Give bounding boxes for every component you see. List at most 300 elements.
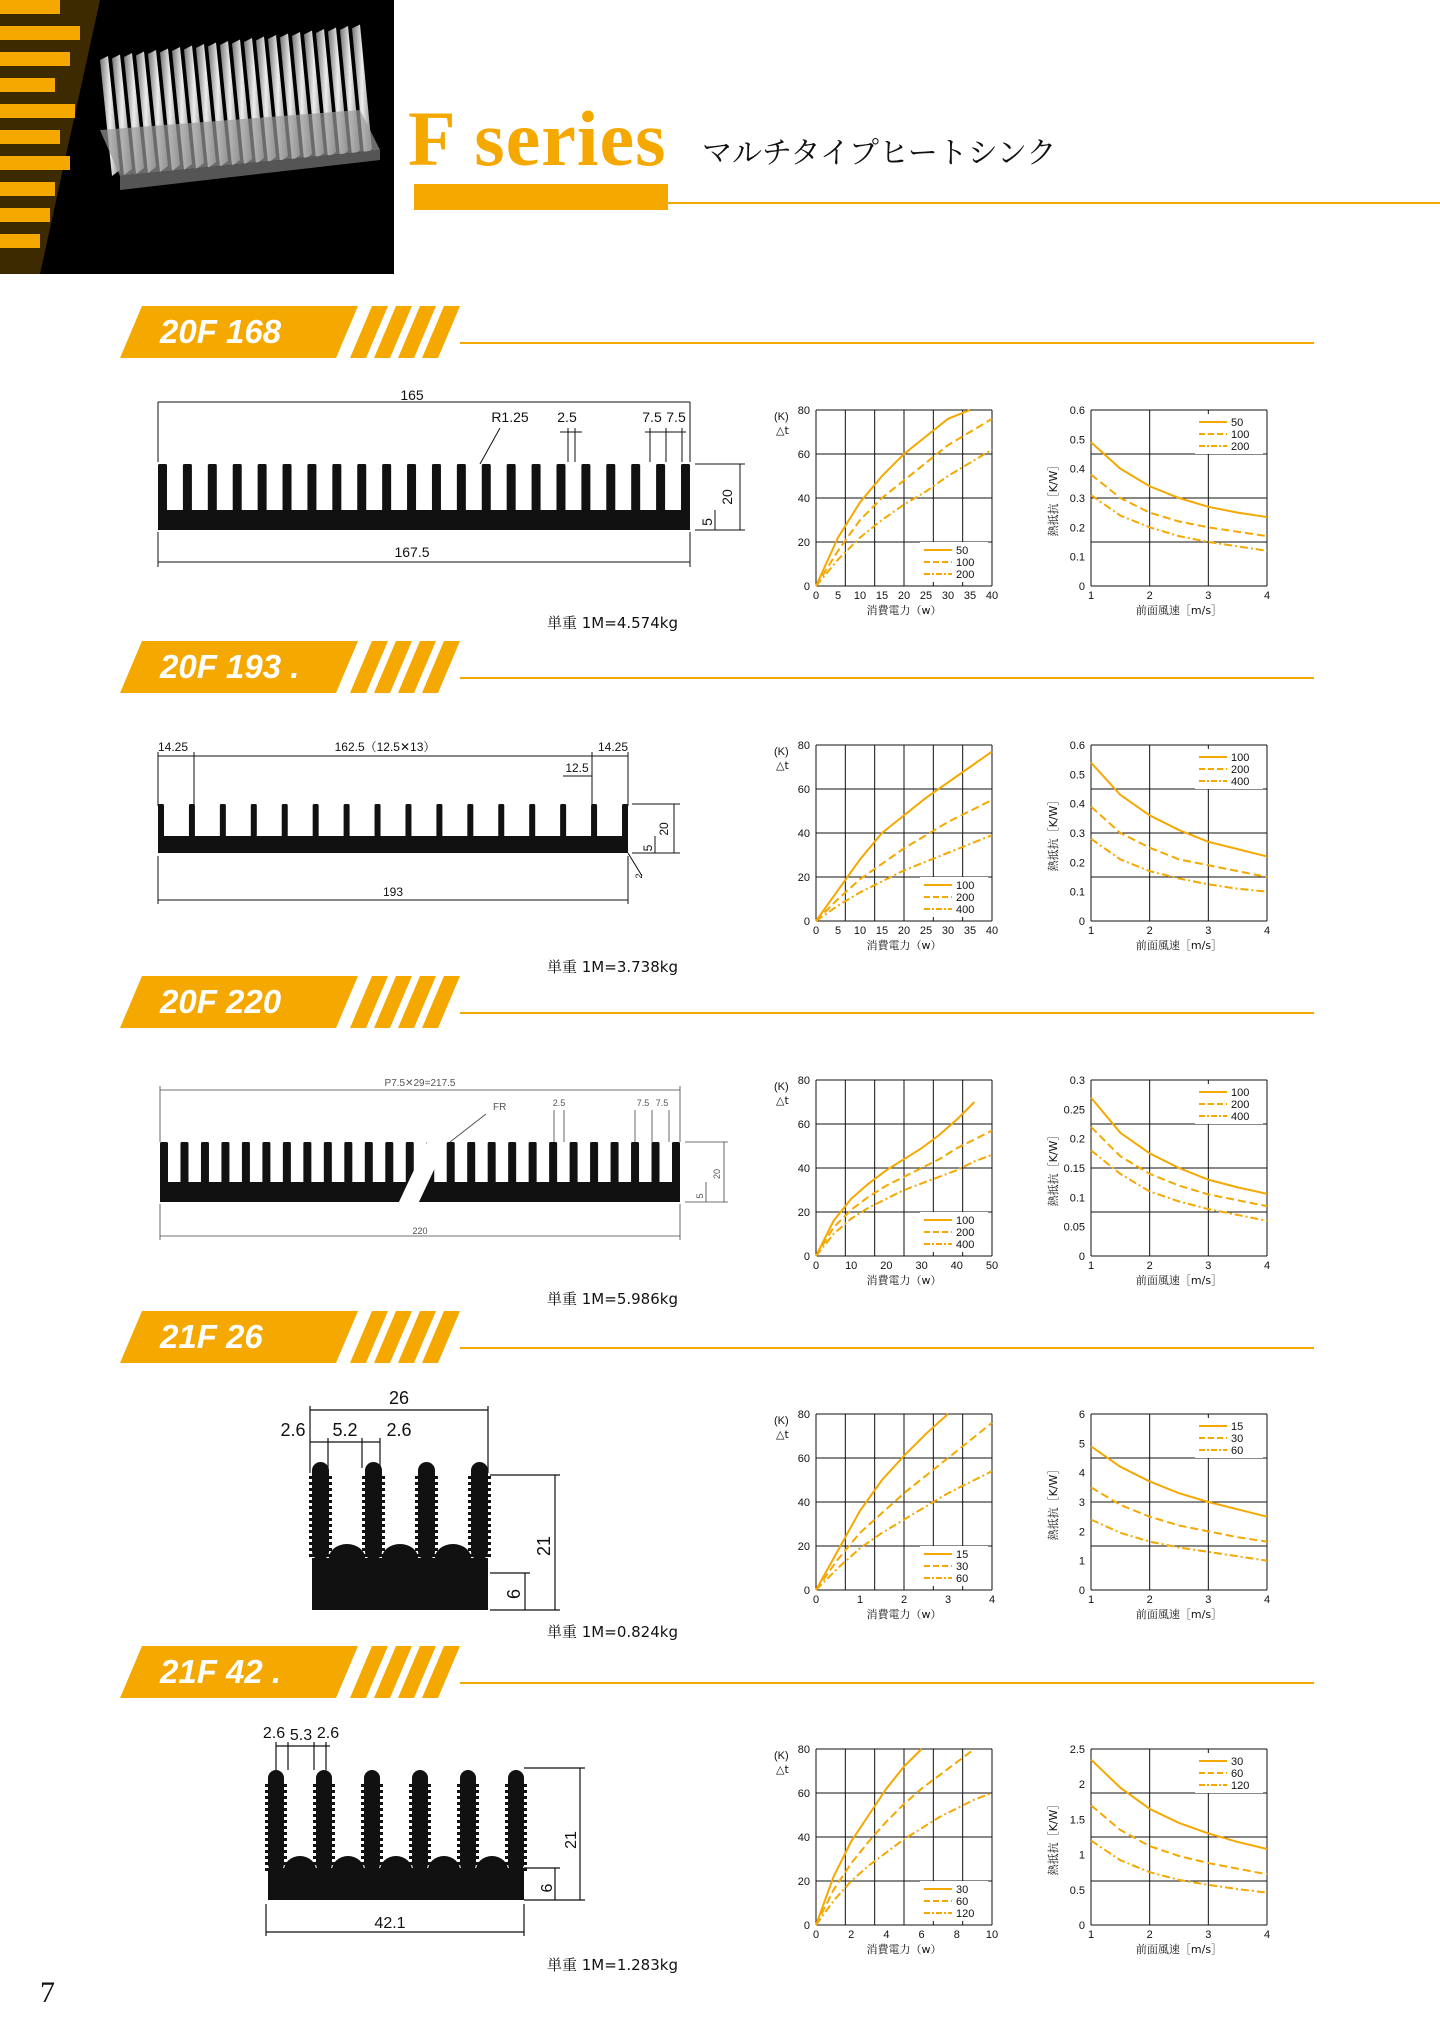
x-axis-label: 消費電力（w） [866,939,942,952]
x-axis-label: 前面風速［m/s］ [1135,604,1223,617]
y-tick-label: 1 [1078,1849,1085,1862]
legend-label: 120 [956,1908,975,1920]
y-tick-label: 80 [797,1075,810,1087]
serration [361,1862,383,1865]
x-tick-label: 25 [919,925,933,937]
y-axis-label: △t [776,1094,789,1107]
x-tick-label: 4 [1263,925,1271,937]
y-axis-unit: (K) [774,1750,789,1762]
legend-label: 100 [1231,1087,1250,1099]
unit-weight: 単重 1M=1.283kg [547,1956,678,1974]
y-tick-label: 0 [1078,581,1085,593]
serration [309,1530,332,1533]
y-axis-label: 熱抵抗［K/W］ [1047,794,1060,872]
serration [309,1494,332,1497]
fin [488,1142,496,1184]
serration [468,1518,491,1521]
legend-label: 400 [956,904,975,916]
x-axis-label: 前面風速［m/s］ [1135,1943,1223,1956]
fin-root [428,1856,460,1884]
legend-label: 30 [956,1561,969,1573]
y-tick-label: 0 [803,1920,810,1932]
fin [508,1142,516,1184]
serration [457,1802,479,1805]
fin [507,464,516,512]
serration [468,1530,491,1533]
serration [415,1512,438,1515]
x-tick-label: 2 [1146,590,1153,602]
legend-label: 120 [1231,1780,1250,1792]
unit-weight: 単重 1M=3.738kg [547,958,678,976]
serration [415,1494,438,1497]
legend-box [1195,749,1263,789]
legend-label: 15 [956,1549,969,1561]
serration [505,1826,527,1829]
dim-width: 167.5 [394,544,430,560]
serration [362,1530,385,1533]
serration [409,1826,431,1829]
legend-label: 400 [956,1239,975,1251]
serration [362,1536,385,1539]
y-tick-label: 0.1 [1069,886,1085,899]
fin [375,804,381,838]
y-tick-label: 2 [1078,1526,1085,1539]
fin [283,1142,291,1184]
x-tick-label: 2 [1146,925,1153,937]
serration [362,1494,385,1497]
dim-edge-left: 14.25 [158,740,189,754]
x-tick-label: 40 [985,590,999,602]
legend [1195,1084,1263,1124]
serration [505,1820,527,1823]
y-tick-label: 40 [797,493,810,505]
serration [505,1802,527,1805]
dim-width: 220 [412,1226,428,1236]
series-line-200 [1091,1127,1267,1206]
serration [415,1548,438,1551]
section-rule [460,1012,1314,1014]
x-tick-label: 5 [834,925,842,937]
series-line-100 [1091,475,1267,537]
serration [361,1856,383,1859]
page-number: 7 [40,1976,55,2009]
y-tick-label: 3 [1078,1497,1085,1509]
serration [415,1542,438,1545]
x-tick-label: 20 [897,925,911,937]
dim-fin2: 2.6 [386,1420,412,1440]
y-tick-label: 2 [1078,1779,1085,1792]
serration [415,1536,438,1539]
y-tick-label: 0.5 [1069,769,1085,782]
dim-tip: 2 [634,873,644,879]
serration [505,1796,527,1799]
serration [505,1856,527,1859]
section-rule [460,342,1314,344]
legend-label: 50 [956,545,969,557]
serration [415,1518,438,1521]
y-tick-label: 0 [803,1251,810,1263]
y-axis-label: △t [776,1763,789,1776]
x-tick-label: 4 [1263,590,1271,602]
y-tick-label: 0 [803,581,810,593]
fin [652,1142,660,1184]
x-axis-label: 消費電力（w） [866,1274,942,1287]
legend [920,1881,988,1921]
serration [457,1856,479,1859]
serration [313,1850,335,1853]
serration [362,1500,385,1503]
legend-label: 100 [956,1215,975,1227]
x-tick-label: 0 [812,1929,820,1941]
serration [457,1820,479,1823]
serration [505,1832,527,1835]
x-tick-label: 4 [883,1929,890,1941]
legend-box [1195,1753,1263,1793]
serration [361,1796,383,1799]
serration [361,1790,383,1793]
serration [409,1844,431,1847]
x-tick-label: 4 [1263,1260,1271,1272]
y-axis-label: 熱抵抗［K/W］ [1047,1798,1060,1876]
dim-pitch-a: 7.5 [636,1098,650,1108]
series-line-120 [1091,1841,1267,1893]
x-tick-label: 3 [1205,1929,1212,1941]
x-tick-label: 40 [985,925,999,937]
serration [265,1844,287,1847]
x-tick-label: 0 [812,1260,820,1272]
legend-label: 30 [1231,1433,1244,1445]
serration [415,1488,438,1491]
y-tick-label: 60 [797,1788,810,1800]
legend [920,877,988,917]
fin [160,1142,168,1184]
chart-5 [770,1068,1020,1298]
legend [1195,1418,1263,1458]
x-axis-label: 前面風速［m/s］ [1135,1274,1223,1287]
x-axis-label: 消費電力（w） [866,1943,942,1956]
x-tick-label: 2 [1146,1594,1153,1606]
dim-radius: R1.25 [491,409,529,425]
series-line-30 [1091,1487,1267,1541]
legend-label: 50 [1231,417,1244,429]
serration [457,1838,479,1841]
fin [482,464,491,512]
serration [362,1482,385,1485]
fin [158,464,167,512]
x-tick-label: 2 [1146,1260,1153,1272]
dim-pitch-a: 7.5 [642,409,662,425]
fin [529,804,535,838]
y-tick-label: 0.1 [1069,551,1085,564]
fin [432,464,441,512]
x-tick-label: 10 [845,1260,858,1272]
y-tick-label: 0 [1078,1251,1085,1263]
y-tick-label: 40 [797,1497,810,1509]
unit-weight: 単重 1M=4.574kg [547,614,678,632]
serration [409,1862,431,1865]
dim-height: 20 [712,1168,722,1180]
fin [447,1142,455,1184]
serration [505,1868,527,1871]
legend-label: 100 [956,880,975,892]
y-axis-label: 熱抵抗［K/W］ [1047,1129,1060,1207]
x-tick-label: 10 [985,1929,999,1941]
serration [265,1838,287,1841]
y-tick-label: 0 [803,1585,810,1597]
y-tick-label: 0.3 [1069,493,1085,505]
chart-7 [770,1402,1020,1632]
x-tick-label: 30 [941,925,955,937]
serration [313,1808,335,1811]
fin [233,464,242,512]
serration [309,1554,332,1557]
legend-label: 400 [1231,776,1250,788]
fin [498,804,504,838]
legend-box [920,1212,988,1252]
serration [457,1862,479,1865]
fin [591,804,597,838]
dim-edge-right: 14.25 [597,740,628,754]
unit-weight: 単重 1M=0.824kg [547,1623,678,1641]
serration [409,1838,431,1841]
serration [309,1548,332,1551]
serration [309,1506,332,1509]
y-tick-label: 5 [1078,1438,1085,1451]
serration [265,1868,287,1871]
x-tick-label: 1 [1087,1260,1095,1272]
serration [361,1844,383,1847]
y-tick-label: 1 [1078,1555,1085,1568]
legend-box [1195,1084,1263,1124]
legend-label: 200 [1231,764,1250,776]
serration [505,1784,527,1787]
serration [415,1530,438,1533]
dim-width: 42.1 [374,1915,406,1932]
serration [505,1862,527,1865]
dim-span: 162.5（12.5✕13） [334,740,436,754]
serration [313,1784,335,1787]
legend-label: 15 [1231,1421,1244,1433]
y-tick-label: 0.2 [1069,1133,1085,1146]
serration [409,1808,431,1811]
y-tick-label: 60 [797,1453,810,1465]
dim-pitch-b: 7.5 [655,1098,669,1108]
x-tick-label: 15 [875,590,889,602]
drawing-21f26 [260,1388,580,1618]
y-axis-label: 熱抵抗［K/W］ [1047,1463,1060,1541]
series-line-200 [1091,807,1267,877]
y-tick-label: 80 [797,1409,810,1421]
fin [631,1142,639,1184]
serration [309,1518,332,1521]
y-tick-label: 20 [797,1207,810,1219]
serration [409,1790,431,1793]
chart-9 [770,1737,1020,1967]
serration [505,1808,527,1811]
x-tick-label: 30 [915,1260,928,1272]
chart-8 [1045,1402,1295,1632]
y-tick-label: 20 [797,1876,810,1888]
y-tick-label: 40 [797,828,810,840]
y-axis-unit: (K) [774,1415,789,1427]
x-tick-label: 5 [834,590,842,602]
model-name: 21F 42 . [160,1653,282,1690]
fin [262,1142,270,1184]
serration [313,1844,335,1847]
serration [505,1850,527,1853]
fin [467,804,473,838]
serration [457,1784,479,1787]
legend-label: 60 [956,1896,969,1908]
fin [201,1142,209,1184]
y-axis-unit: (K) [774,746,789,758]
dim-span: P7.5✕29=217.5 [384,1078,456,1089]
serration [265,1850,287,1853]
dim-base: 6 [504,1588,524,1600]
fin [258,464,267,512]
fin [251,804,257,838]
serration [409,1784,431,1787]
series-title: F series [408,95,667,182]
fin [313,804,319,838]
serration [505,1814,527,1817]
x-tick-label: 35 [963,590,977,602]
y-tick-label: 0 [1078,916,1085,928]
serration [361,1850,383,1853]
serration [468,1482,491,1485]
serration [362,1548,385,1551]
fin [344,804,350,838]
dim-height: 20 [657,822,671,836]
legend-box [1195,414,1263,454]
legend-box [920,877,988,917]
serration [409,1832,431,1835]
y-tick-label: 80 [797,740,810,752]
y-tick-label: 40 [797,1832,810,1844]
dim-height: 21 [563,1831,580,1849]
x-tick-label: 10 [853,925,867,937]
serration [361,1814,383,1817]
serration [457,1826,479,1829]
serration [468,1506,491,1509]
x-tick-label: 20 [897,590,911,602]
serration [265,1796,287,1799]
serration [468,1536,491,1539]
serration [468,1476,491,1479]
section-rule [460,677,1314,679]
x-tick-label: 1 [856,1594,864,1606]
x-tick-label: 8 [953,1929,960,1941]
x-axis-label: 前面風速［m/s］ [1135,939,1223,952]
x-tick-label: 1 [1087,1594,1095,1606]
y-tick-label: 2.5 [1069,1744,1085,1756]
y-tick-label: 0.4 [1069,798,1085,811]
serration [362,1506,385,1509]
serration [313,1832,335,1835]
y-axis-label: △t [776,424,789,437]
dim-gap: 5.2 [332,1420,358,1440]
unit-weight: 単重 1M=5.986kg [547,1290,678,1308]
y-tick-label: 40 [797,1163,810,1175]
fin [436,804,442,838]
serration [468,1554,491,1557]
x-tick-label: 4 [988,1594,996,1606]
serration [361,1802,383,1805]
x-tick-label: 2 [848,1929,855,1941]
y-tick-label: 0.6 [1069,740,1085,752]
legend [1195,1753,1263,1793]
fin [532,464,541,512]
section-rule [460,1682,1314,1684]
serration [265,1862,287,1865]
series-line-60 [1091,1805,1267,1874]
serration [409,1868,431,1871]
fin-root [332,1856,364,1884]
x-tick-label: 1 [1087,590,1095,602]
dim-height: 20 [719,489,735,505]
dim-height: 21 [534,1535,554,1557]
model-name: 20F 220 [160,983,282,1020]
legend-label: 200 [1231,1099,1250,1111]
legend-label: 60 [956,1573,969,1585]
y-tick-label: 0 [803,916,810,928]
serration [415,1554,438,1557]
dim-width: 26 [388,1388,410,1408]
fin [189,804,195,838]
y-tick-label: 0.3 [1069,1075,1085,1087]
dim-fr: FR [493,1102,507,1113]
y-tick-label: 0.15 [1063,1163,1085,1175]
y-axis-unit: (K) [774,1081,789,1093]
fin [158,804,164,838]
serration [361,1838,383,1841]
y-tick-label: 60 [797,449,810,461]
x-tick-label: 25 [919,590,933,602]
legend-label: 60 [1231,1768,1244,1780]
series-line-400 [1091,1150,1267,1220]
serration [468,1512,491,1515]
serration [309,1500,332,1503]
x-tick-label: 4 [1263,1594,1271,1606]
hero-image [0,0,394,274]
serration [362,1488,385,1491]
legend-box [1195,1418,1263,1458]
y-tick-label: 0 [1078,1920,1085,1932]
serration [265,1784,287,1787]
x-tick-label: 3 [1205,925,1212,937]
fin-root [284,1856,316,1884]
serration [457,1844,479,1847]
x-axis-label: 前面風速［m/s］ [1135,1608,1223,1621]
dim-overall: 165 [400,387,424,403]
x-tick-label: 1 [1087,925,1095,937]
fin [656,464,665,512]
serration [362,1524,385,1527]
fin-root [382,1544,418,1572]
fin [672,1142,680,1184]
x-tick-label: 35 [963,925,977,937]
serration [265,1826,287,1829]
x-tick-label: 2 [1146,1929,1153,1941]
x-tick-label: 0 [812,1594,820,1606]
fin [303,1142,311,1184]
serration [362,1476,385,1479]
dim-gap: 5.3 [289,1727,313,1744]
serration [468,1494,491,1497]
serration [415,1482,438,1485]
series-subtitle: マルチタイプヒートシンク [702,136,1057,171]
serration [457,1808,479,1811]
